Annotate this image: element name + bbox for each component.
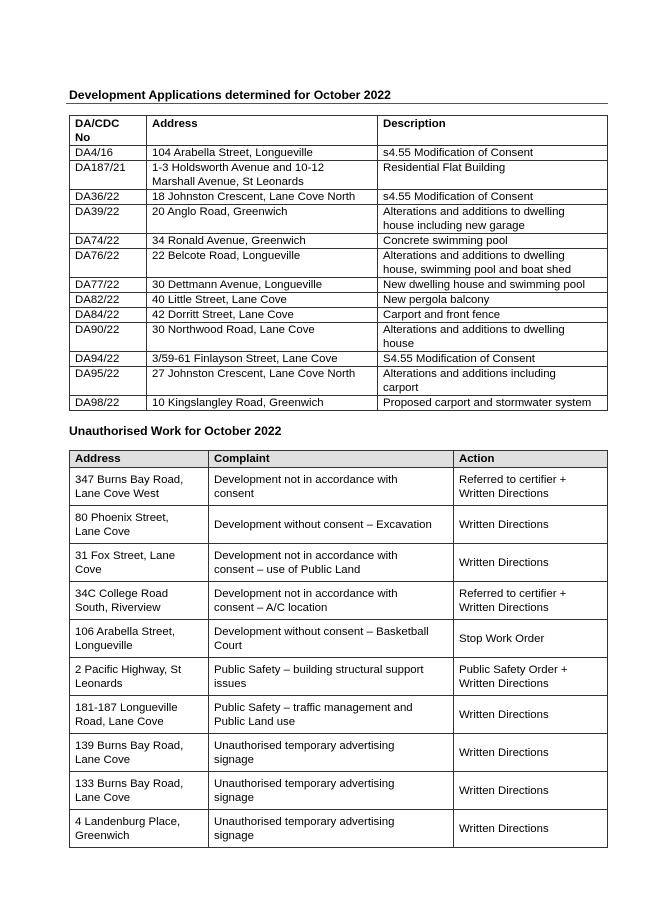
- table-row: [70, 734, 608, 772]
- address-cell: 31 Fox Street, Lane Cove: [70, 544, 209, 582]
- address-cell: 10 Kingslangley Road, Greenwich: [147, 396, 378, 411]
- unauthorised-work-table: [69, 450, 608, 848]
- da-number-cell: DA4/16: [70, 146, 147, 161]
- address-cell: 347 Burns Bay Road, Lane Cove West: [70, 468, 209, 506]
- description-cell: New pergola balcony: [378, 293, 608, 308]
- da-number-cell: DA94/22: [70, 352, 147, 367]
- address-cell: 22 Belcote Road, Longueville: [147, 249, 378, 278]
- table-row: [70, 190, 608, 205]
- table-row: [70, 544, 608, 582]
- address-cell: 20 Anglo Road, Greenwich: [147, 205, 378, 234]
- da-number-cell: DA77/22: [70, 278, 147, 293]
- complaint-cell: Development without consent – Basketball Court: [209, 620, 454, 658]
- action-cell: Referred to certifier + Written Directions: [454, 582, 608, 620]
- da-number-cell: DA90/22: [70, 323, 147, 352]
- table-row: [70, 396, 608, 411]
- da-number-cell: DA39/22: [70, 205, 147, 234]
- address-cell: 30 Northwood Road, Lane Cove: [147, 323, 378, 352]
- da-number-cell: DA187/21: [70, 161, 147, 190]
- da-number-cell: DA98/22: [70, 396, 147, 411]
- table-header-row: [70, 451, 608, 468]
- da-number-cell: DA84/22: [70, 308, 147, 323]
- complaint-cell: Unauthorised temporary advertising signage: [209, 772, 454, 810]
- table-row: [70, 323, 608, 352]
- table-row: [70, 506, 608, 544]
- column-header-address: Address: [70, 451, 209, 468]
- complaint-cell: Development not in accordance with consent – use of Public Land: [209, 544, 454, 582]
- address-cell: 34C College Road South, Riverview: [70, 582, 209, 620]
- da-number-cell: DA74/22: [70, 234, 147, 249]
- table-row: [70, 293, 608, 308]
- development-applications-table: [69, 115, 608, 411]
- action-cell: Stop Work Order: [454, 620, 608, 658]
- table-row: [70, 205, 608, 234]
- table-row: [70, 249, 608, 278]
- column-header-complaint: Complaint: [209, 451, 454, 468]
- table-row: [70, 582, 608, 620]
- column-header-da-no: DA/CDC No: [70, 116, 147, 146]
- address-cell: 104 Arabella Street, Longueville: [147, 146, 378, 161]
- table-row: [70, 308, 608, 323]
- da-section-heading: Development Applications determined for October 2022: [69, 88, 391, 102]
- address-cell: 1-3 Holdsworth Avenue and 10-12 Marshall Avenue, St Leonards: [147, 161, 378, 190]
- column-header-address: Address: [147, 116, 378, 146]
- action-cell: Written Directions: [454, 696, 608, 734]
- description-cell: Alterations and additions to dwelling house, swimming pool and boat shed: [378, 249, 608, 278]
- column-header-action: Action: [454, 451, 608, 468]
- complaint-cell: Development not in accordance with consent: [209, 468, 454, 506]
- description-cell: S4.55 Modification of Consent: [378, 352, 608, 367]
- description-cell: s4.55 Modification of Consent: [378, 146, 608, 161]
- action-cell: Written Directions: [454, 544, 608, 582]
- table-row: [70, 696, 608, 734]
- action-cell: Written Directions: [454, 506, 608, 544]
- da-number-cell: DA95/22: [70, 367, 147, 396]
- action-cell: Written Directions: [454, 810, 608, 848]
- complaint-cell: Unauthorised temporary advertising signage: [209, 810, 454, 848]
- action-cell: Written Directions: [454, 734, 608, 772]
- address-cell: 80 Phoenix Street, Lane Cove: [70, 506, 209, 544]
- table-row: [70, 620, 608, 658]
- description-cell: Alterations and additions to dwelling house including new garage: [378, 205, 608, 234]
- table-header-row: [70, 116, 608, 146]
- address-cell: 42 Dorritt Street, Lane Cove: [147, 308, 378, 323]
- table-row: [70, 810, 608, 848]
- address-cell: 3/59-61 Finlayson Street, Lane Cove: [147, 352, 378, 367]
- description-cell: Alterations and additions including carport: [378, 367, 608, 396]
- description-cell: Carport and front fence: [378, 308, 608, 323]
- action-cell: Public Safety Order + Written Directions: [454, 658, 608, 696]
- action-cell: Referred to certifier + Written Directions: [454, 468, 608, 506]
- table-row: [70, 367, 608, 396]
- address-cell: 106 Arabella Street, Longueville: [70, 620, 209, 658]
- column-header-description: Description: [378, 116, 608, 146]
- complaint-cell: Public Safety – traffic management and Public Land use: [209, 696, 454, 734]
- table-row: [70, 234, 608, 249]
- address-cell: 4 Landenburg Place, Greenwich: [70, 810, 209, 848]
- description-cell: Concrete swimming pool: [378, 234, 608, 249]
- address-cell: 40 Little Street, Lane Cove: [147, 293, 378, 308]
- action-cell: Written Directions: [454, 772, 608, 810]
- address-cell: 139 Burns Bay Road, Lane Cove: [70, 734, 209, 772]
- table-row: [70, 772, 608, 810]
- address-cell: 27 Johnston Crescent, Lane Cove North: [147, 367, 378, 396]
- description-cell: Alterations and additions to dwelling house: [378, 323, 608, 352]
- da-number-cell: DA36/22: [70, 190, 147, 205]
- heading-divider: [66, 103, 608, 104]
- table-row: [70, 352, 608, 367]
- address-cell: 30 Dettmann Avenue, Longueville: [147, 278, 378, 293]
- address-cell: 34 Ronald Avenue, Greenwich: [147, 234, 378, 249]
- table-row: [70, 658, 608, 696]
- da-number-cell: DA82/22: [70, 293, 147, 308]
- table-row: [70, 278, 608, 293]
- unauthorised-work-heading: Unauthorised Work for October 2022: [69, 424, 282, 438]
- table-row: [70, 146, 608, 161]
- complaint-cell: Public Safety – building structural support issues: [209, 658, 454, 696]
- table-row: [70, 161, 608, 190]
- table-row: [70, 468, 608, 506]
- address-cell: 181-187 Longueville Road, Lane Cove: [70, 696, 209, 734]
- description-cell: Proposed carport and stormwater system: [378, 396, 608, 411]
- complaint-cell: Development not in accordance with consent – A/C location: [209, 582, 454, 620]
- description-cell: s4.55 Modification of Consent: [378, 190, 608, 205]
- da-number-cell: DA76/22: [70, 249, 147, 278]
- description-cell: Residential Flat Building: [378, 161, 608, 190]
- complaint-cell: Development without consent – Excavation: [209, 506, 454, 544]
- complaint-cell: Unauthorised temporary advertising signage: [209, 734, 454, 772]
- address-cell: 2 Pacific Highway, St Leonards: [70, 658, 209, 696]
- description-cell: New dwelling house and swimming pool: [378, 278, 608, 293]
- address-cell: 133 Burns Bay Road, Lane Cove: [70, 772, 209, 810]
- address-cell: 18 Johnston Crescent, Lane Cove North: [147, 190, 378, 205]
